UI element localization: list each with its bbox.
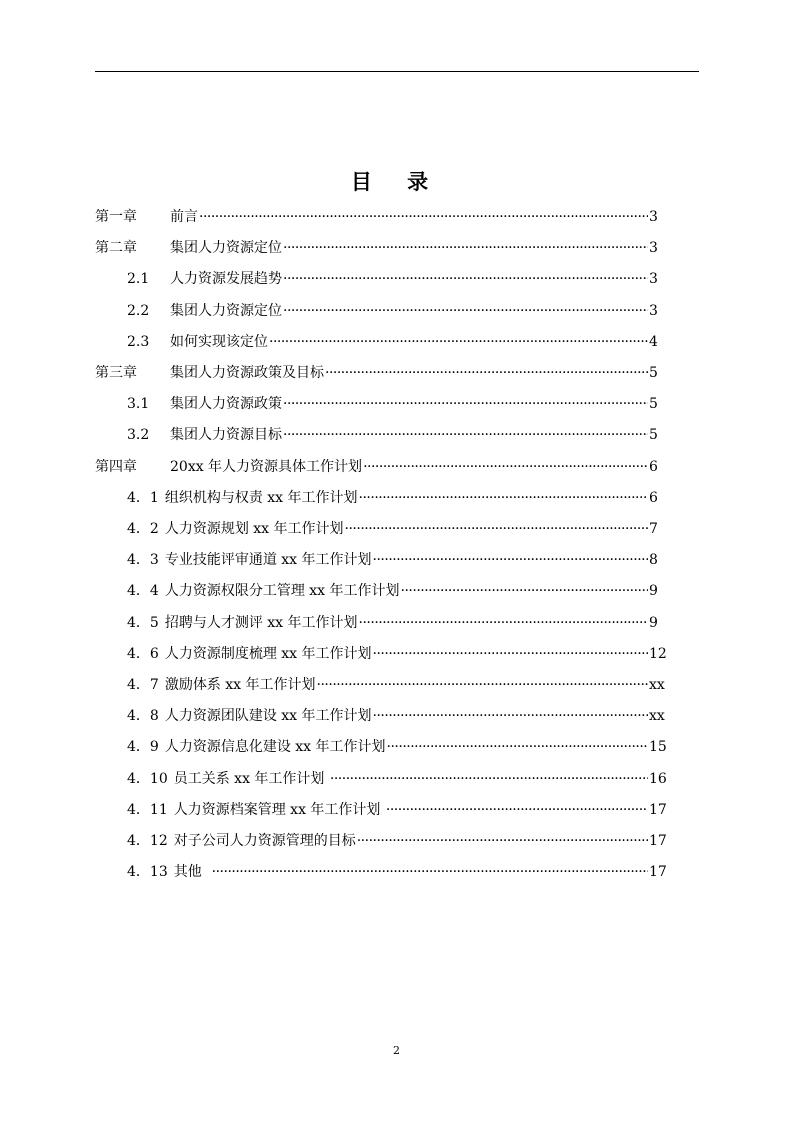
- toc-entry-title: 专业技能评审通道 xx 年工作计划: [164, 552, 372, 569]
- toc-entry-title: 人力资源权限分工管理 xx 年工作计划: [164, 583, 400, 600]
- dot-leader: [283, 396, 648, 412]
- toc-entry-number: 3.2: [127, 427, 150, 444]
- toc-entry-page: 9: [649, 583, 658, 600]
- toc-entry-number: 4．6: [127, 645, 159, 662]
- toc-entry-page: xx: [649, 708, 665, 725]
- dot-leader: [330, 771, 648, 787]
- toc-entry-number: 4．3: [127, 552, 159, 569]
- toc-entry-number: 4．13: [127, 864, 168, 881]
- toc-entry[interactable]: [95, 362, 671, 382]
- toc-entry-title: 集团人力资源目标: [170, 427, 282, 444]
- toc-entry-page: 4: [649, 333, 658, 350]
- toc-entry-number: 4．11: [127, 801, 168, 818]
- toc-entry-page: 3: [649, 271, 658, 288]
- toc-entry-title: 员工关系 xx 年工作计划: [173, 770, 329, 787]
- toc-entry[interactable]: [127, 736, 671, 756]
- toc-entry-page: 15: [649, 739, 667, 756]
- toc-entry-page: xx: [649, 677, 665, 693]
- toc-entry-number: 4．2: [127, 521, 159, 537]
- toc-entry-number: 第一章: [95, 209, 137, 225]
- toc-entry-page: 5: [649, 427, 658, 444]
- dot-leader: [373, 708, 648, 724]
- dot-leader: [387, 739, 648, 755]
- dot-leader: [373, 552, 648, 568]
- toc-entry[interactable]: [127, 768, 671, 788]
- toc-entry[interactable]: [127, 705, 671, 725]
- toc-entry-page: 6: [649, 458, 658, 475]
- toc-entry-number: 4．9: [127, 739, 159, 756]
- dot-leader: [283, 240, 648, 256]
- toc-entry[interactable]: [95, 206, 671, 226]
- toc-entry-number: 2.3: [127, 333, 150, 350]
- toc-entry-number: 4．7: [127, 677, 159, 693]
- toc-entry-page: 8: [649, 552, 658, 569]
- dot-leader: [363, 459, 648, 475]
- dot-leader: [359, 615, 648, 631]
- toc-entry-title: 20xx 年人力资源具体工作计划: [170, 458, 363, 475]
- toc-entry-title: 人力资源制度梳理 xx 年工作计划: [164, 645, 372, 662]
- toc-entry-page: 3: [649, 209, 658, 225]
- toc-entry-number: 4．12: [127, 833, 168, 849]
- dot-leader: [269, 334, 648, 350]
- toc-entry[interactable]: [127, 643, 671, 663]
- toc-entry-page: 12: [649, 645, 667, 662]
- toc-entry-number: 2.2: [127, 302, 150, 319]
- toc-entry-number: 第二章: [95, 240, 137, 257]
- toc-entry-title: 激励体系 xx 年工作计划: [164, 677, 316, 693]
- dot-leader: [401, 583, 648, 599]
- toc-entry-title: 人力资源发展趋势: [170, 271, 282, 288]
- toc-entry-page: 17: [649, 833, 667, 849]
- toc-entry-number: 2.1: [127, 271, 150, 288]
- toc-entry-number: 4．5: [127, 614, 159, 631]
- toc-entry-number: 4．4: [127, 583, 159, 600]
- dot-leader: [317, 677, 648, 693]
- toc-entry-page: 17: [649, 864, 667, 881]
- toc-entry-title: 集团人力资源政策: [170, 396, 282, 413]
- toc-entry-title: 组织机构与权责 xx 年工作计划: [164, 489, 358, 506]
- toc-entry-title: 集团人力资源政策及目标: [170, 365, 324, 381]
- dot-leader: [283, 271, 648, 287]
- dot-leader: [283, 427, 648, 443]
- toc-entry-page: 3: [649, 302, 658, 319]
- toc-entry[interactable]: [127, 674, 671, 694]
- toc-entry-page: 17: [649, 801, 667, 818]
- dot-leader: [386, 802, 648, 818]
- toc-entry-title: 人力资源团队建设 xx 年工作计划: [164, 708, 372, 725]
- toc-entry-number: 4．10: [127, 770, 168, 787]
- dot-leader: [357, 833, 648, 849]
- toc-entry[interactable]: [127, 393, 671, 413]
- dot-leader: [325, 365, 648, 381]
- toc-entry[interactable]: [127, 487, 671, 507]
- toc-entry-page: 5: [649, 365, 658, 381]
- toc-entry-title: 前言: [170, 209, 198, 225]
- dot-leader: [199, 209, 648, 225]
- toc-entry-title: 人力资源规划 xx 年工作计划: [164, 521, 344, 537]
- toc-entry-page: 5: [649, 396, 658, 413]
- dot-leader: [345, 521, 648, 537]
- header-rule: [95, 71, 699, 72]
- dot-leader: [359, 490, 648, 506]
- page-number: 2: [393, 1044, 400, 1057]
- toc-entry-number: 4．1: [127, 489, 159, 506]
- toc-entry[interactable]: [127, 549, 671, 569]
- toc-entry[interactable]: [127, 518, 671, 538]
- dot-leader: [373, 646, 648, 662]
- toc-entry[interactable]: [95, 456, 671, 476]
- toc-entry-page: 3: [649, 240, 658, 257]
- toc-entry[interactable]: [127, 830, 671, 850]
- toc-entry-title: 招聘与人才测评 xx 年工作计划: [164, 614, 358, 631]
- toc-entry[interactable]: [127, 580, 671, 600]
- toc-entry-number: 第四章: [95, 458, 137, 475]
- toc-entry[interactable]: [127, 300, 671, 320]
- toc-entry-title: 人力资源档案管理 xx 年工作计划: [173, 801, 385, 818]
- toc-entry-number: 第三章: [95, 365, 137, 381]
- toc-entry[interactable]: [127, 861, 671, 881]
- toc-entry-page: 6: [649, 489, 658, 506]
- toc-entry[interactable]: [95, 237, 671, 257]
- toc-entry-title: 其他: [173, 864, 211, 881]
- toc-entry[interactable]: [127, 612, 671, 632]
- toc-entry[interactable]: [127, 799, 671, 819]
- toc-entry-title: 集团人力资源定位: [170, 240, 282, 257]
- toc-entry[interactable]: [127, 268, 671, 288]
- toc-entry-title: 如何实现该定位: [170, 333, 268, 350]
- toc-entry-page: 16: [649, 770, 667, 787]
- toc-entry[interactable]: [127, 424, 671, 444]
- dot-leader: [212, 864, 648, 880]
- dot-leader: [283, 303, 648, 319]
- toc-entry-page: 7: [649, 521, 658, 537]
- toc-entry-number: 3.1: [127, 396, 150, 413]
- toc-title: 目 录: [350, 169, 443, 194]
- toc-entry-title: 人力资源信息化建设 xx 年工作计划: [164, 739, 386, 756]
- toc-entry[interactable]: [127, 331, 671, 351]
- toc-entry-title: 集团人力资源定位: [170, 302, 282, 319]
- toc-entry-number: 4．8: [127, 708, 159, 725]
- toc-entry-title: 对子公司人力资源管理的目标: [173, 833, 356, 849]
- toc-entry-page: 9: [649, 614, 658, 631]
